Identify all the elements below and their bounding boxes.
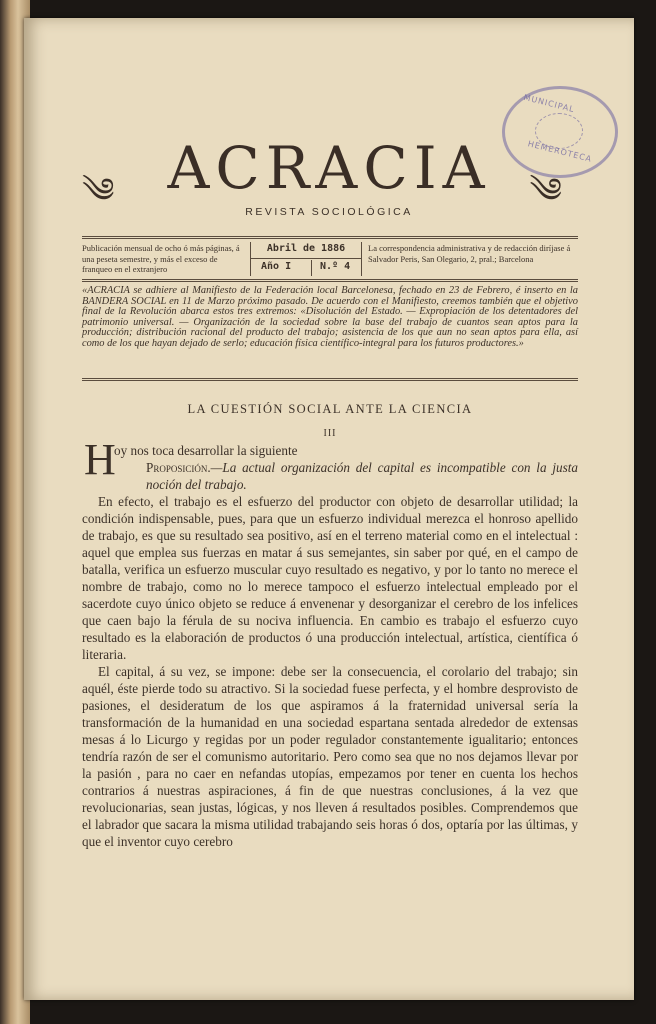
ornament-left-icon: ༄ xyxy=(82,173,115,210)
opening-line: oy nos toca desarrollar la siguiente xyxy=(114,443,298,458)
document-page xyxy=(24,18,634,1000)
stamp-bottom-text: HEMEROTECA xyxy=(526,139,594,164)
masthead xyxy=(24,134,634,210)
journal-title: ACRACIA xyxy=(167,134,491,202)
correspondence-info: La correspondencia administrativa y de redacción diríjase á Salvador Peris, San Olegario, 2, pral.; Barcelona xyxy=(368,243,571,264)
proposition-text: —La actual organización del capital es incompatible con la justa noción del trabajo. xyxy=(146,460,578,492)
issue-date: Abril de 1886 xyxy=(251,244,361,259)
journal-subtitle: REVISTA SOCIOLÓGICA xyxy=(245,206,413,218)
article-title: LA CUESTIÓN SOCIAL ANTE LA CIENCIA xyxy=(187,402,473,416)
section-number: III xyxy=(323,428,337,439)
paragraph: El capital, á su vez, se impone: debe ser la consecuencia, el corolario del trabajo; sin aquél, éste pierde todo su atractivo. Si la sociedad fuese perfecta, y el hombre desprovisto de pasiones, el desideratum de los que aspiramos á la fraternidad universal sería la transformación de la humanidad en una sociedad espartana sentada alrededor de extensas mesas á lo Licurgo y regidas por un poder regulador constantemente igualitario; entonces tendría razón de ser el comunismo autoritario. Pero como sea que no nos dejamos llevar por la pasión , para no caer en nefandas utopías, empezamos por tener en cuenta los hechos contrarios á nuestras aspiraciones, á fin de que nuestras conclusiones, á la vez que revolucionarias, sean justas, lógicas, y nos lleven á resultados posibles. Comprendemos que el labrador que sacara la misma utilidad trabajando seis horas ó dos, optaría por las últimas, y que el inventor cuyo cerebro xyxy=(82,664,578,849)
article-body xyxy=(82,442,578,850)
drop-cap: H xyxy=(84,435,116,484)
ornament-right-icon: ༄ xyxy=(529,173,562,210)
paragraph: En efecto, el trabajo es el esfuerzo del productor con objeto de desarrollar utilidad; la condición indispensable, pues, para que un esfuerzo individual merezca el honroso apellido de trabajo, es que su resultado sea positivo, así en el terreno material como en el intelectual : aquel que emplea sus fuerzas en matar á sus semejantes, sin saber por qué, en el campo de batalla, verifica un esfuerzo muscular cuyo resultado es negativo, y por lo tanto no merece el nombre de trabajo, como no lo merece tampoco el esfuerzo intelectual empleado por el sacerdote cuyo único objeto se reduce á envenenar y desorganizar el cerebro de los infelices que caen bajo la férula de su nociva influencia. En cambio es trabajo el esfuerzo cuyo resultado es la elaboración de productos ó una producción intelectual, artística, científica ó literaria. xyxy=(82,494,578,662)
stamp-top-text: MUNICIPAL xyxy=(522,92,576,115)
manifesto-paragraph: «ACRACIA se adhiere al Manifiesto de la Federación local Barcelonesa, fechado en 23 de Febrero, é inserto en la BANDERA SOCIAL en 11 de Marzo próximo pasado. De acuerdo con el Manifiesto, creemos también que el objetivo final de la Revolución abarca estos tres extremos: «Disolución del Estado. — Expropiación de los detentadores del patrimonio universal. — Organización de la sociedad sobre la base del trabajo de cuantos sean aptos para la producción; distribución racional del producto del trabajo; asistencia de los que aun no sean aptos para ella, así como de los que hayan dejado de serlo; educación física científico-integral para los futuros productores.» xyxy=(82,285,578,349)
issue-number: N.º 4 xyxy=(311,260,350,276)
opening-paragraph xyxy=(82,442,578,493)
issue-year: Año I xyxy=(261,261,292,272)
issue-info xyxy=(250,242,362,276)
publication-info-bar xyxy=(82,236,578,282)
proposition xyxy=(114,459,578,493)
subscription-info: Publicación mensual de ocho ó más páginas, á una peseta semestre, y más el exceso de franqueo en el extranjero xyxy=(82,243,240,274)
proposition-label: Proposición. xyxy=(146,460,211,475)
divider xyxy=(82,378,578,381)
